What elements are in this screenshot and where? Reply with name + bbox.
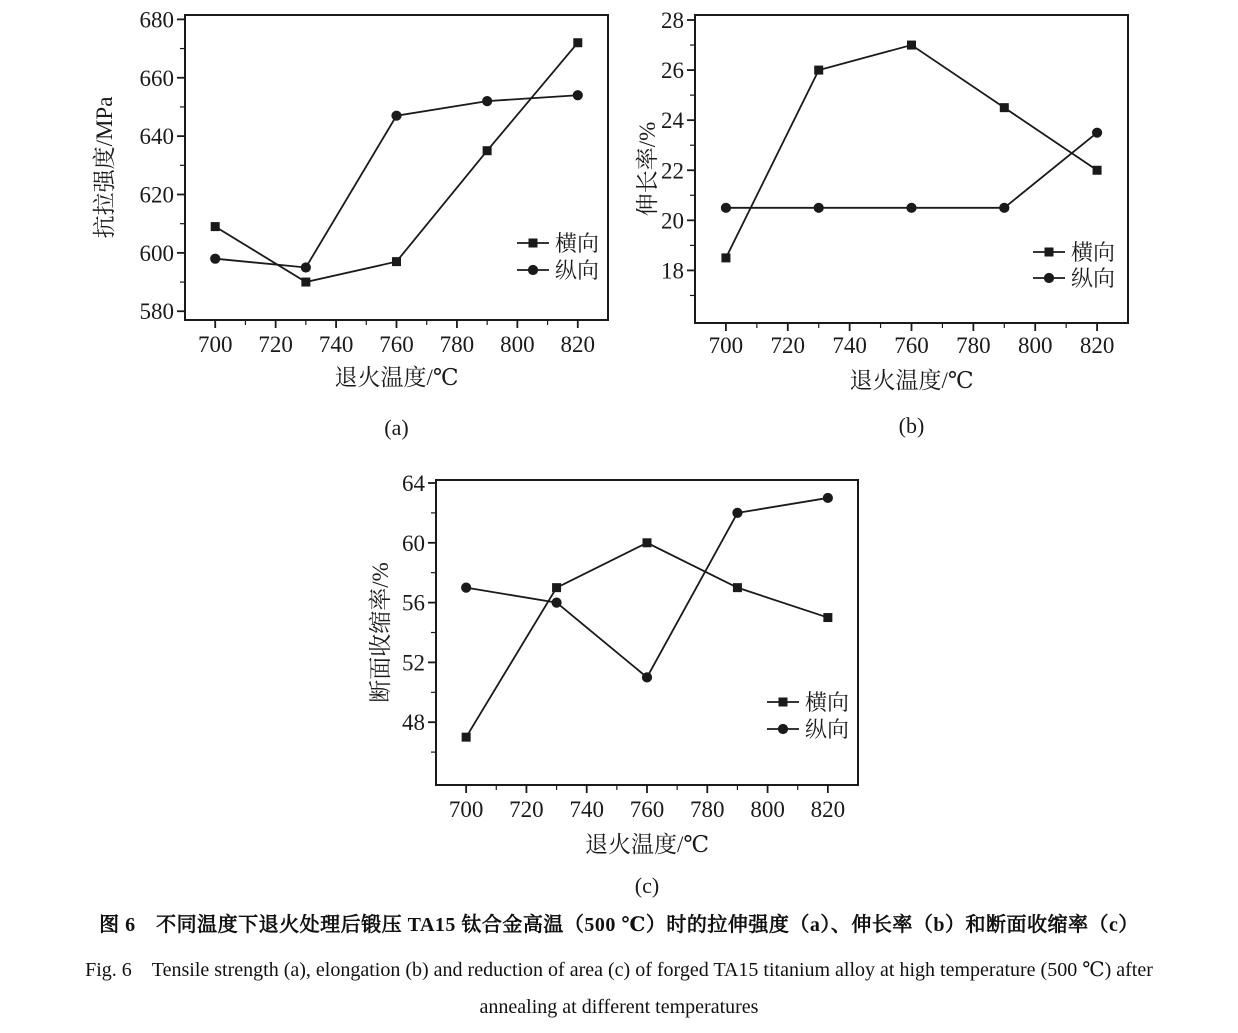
legend-label: 纵向	[555, 258, 600, 283]
y-tick-label: 22	[661, 158, 684, 184]
x-tick-label: 720	[770, 333, 806, 358]
figure-caption-chinese: 图 6 不同温度下退火处理后锻压 TA15 钛合金高温（500 ℃）时的拉伸强度（a）、伸长率（b）和断面收缩率（c）	[99, 914, 1139, 936]
x-axis	[449, 785, 845, 822]
y-tick-label: 620	[139, 182, 174, 208]
square-marker	[823, 613, 832, 622]
square-marker	[1045, 248, 1054, 257]
series-line	[215, 43, 578, 282]
circle-marker	[732, 508, 742, 518]
circle-marker	[1092, 128, 1102, 138]
y-tick-label: 52	[402, 650, 425, 676]
legend	[1033, 240, 1115, 291]
series-line	[726, 45, 1097, 258]
x-tick-label: 760	[379, 332, 414, 357]
x-tick-label: 740	[318, 332, 354, 357]
square-marker	[643, 538, 652, 547]
circle-marker	[1044, 273, 1054, 283]
subplot-label: (a)	[384, 415, 409, 440]
figure-caption-english-line2: annealing at different temperatures	[479, 996, 759, 1018]
x-tick-label: 780	[690, 797, 725, 822]
circle-marker	[778, 724, 788, 734]
y-tick-label: 60	[402, 530, 425, 556]
circle-marker	[551, 597, 561, 607]
y-tick-label: 580	[139, 299, 174, 325]
legend-label: 纵向	[805, 717, 850, 742]
x-tick-label: 780	[956, 333, 991, 358]
x-tick-label: 800	[500, 332, 535, 357]
square-marker	[529, 239, 538, 248]
square-marker	[1000, 103, 1009, 112]
y-axis	[661, 8, 695, 295]
circle-marker	[906, 203, 916, 213]
legend-item	[767, 717, 849, 742]
series-square	[462, 538, 833, 741]
y-tick-label: 600	[139, 240, 174, 266]
figure-caption	[0, 902, 1238, 1033]
plot-frame	[436, 480, 858, 785]
chart-elongation	[635, 0, 1238, 450]
circle-marker	[999, 203, 1009, 213]
series-square	[211, 38, 583, 286]
subplot-label: (b)	[898, 413, 925, 438]
legend	[767, 690, 849, 742]
legend-item	[1033, 266, 1115, 291]
square-marker	[483, 146, 492, 155]
x-tick-label: 820	[560, 332, 596, 357]
y-axis-label: 伸长率/%	[635, 121, 660, 217]
y-tick-label: 26	[661, 58, 684, 84]
series-line	[466, 543, 828, 737]
circle-marker	[482, 96, 492, 106]
series-circle	[210, 90, 583, 272]
y-tick-label: 56	[402, 590, 425, 616]
x-axis-label: 退火温度/℃	[849, 368, 974, 393]
x-tick-label: 780	[439, 332, 475, 357]
square-marker	[907, 41, 916, 50]
legend-label: 横向	[805, 690, 850, 715]
x-tick-label: 820	[810, 797, 846, 822]
legend-item	[767, 690, 849, 715]
x-tick-label: 740	[832, 333, 867, 358]
square-marker	[552, 583, 561, 592]
series-square	[721, 41, 1101, 263]
legend	[517, 231, 599, 283]
chart-svg-c	[300, 450, 940, 910]
circle-marker	[573, 90, 583, 100]
square-marker	[814, 66, 823, 75]
square-marker	[779, 698, 788, 707]
x-axis	[709, 323, 1115, 358]
x-axis-label: 退火温度/℃	[584, 832, 710, 857]
x-tick-label: 720	[509, 797, 544, 822]
legend-item	[517, 258, 599, 283]
legend-label: 纵向	[1071, 266, 1116, 291]
x-tick-label: 740	[569, 797, 604, 822]
y-axis	[402, 471, 436, 752]
x-tick-label: 800	[1017, 333, 1053, 358]
chart-tensile-strength	[0, 0, 660, 450]
legend-item	[517, 231, 599, 256]
square-marker	[1093, 166, 1102, 175]
circle-marker	[721, 203, 731, 213]
circle-marker	[823, 493, 833, 503]
legend-label: 横向	[1071, 240, 1116, 265]
figure-caption-english-line1: Fig. 6 Tensile strength (a), elongation (b) and reduction of area (c) of forged TA15 titanium alloy at high temperature (500 ℃) after	[85, 959, 1153, 981]
plot-frame	[695, 15, 1128, 323]
y-tick-label: 64	[402, 470, 425, 496]
x-tick-label: 760	[629, 797, 665, 822]
subplot-label: (c)	[634, 873, 660, 898]
x-tick-label: 700	[708, 333, 744, 358]
circle-marker	[642, 672, 652, 682]
circle-marker	[391, 111, 401, 121]
square-marker	[211, 222, 220, 231]
y-tick-label: 18	[661, 258, 684, 284]
x-tick-label: 760	[894, 333, 929, 358]
y-axis-label: 抗拉强度/MPa	[92, 96, 117, 239]
x-tick-label: 720	[258, 332, 293, 357]
y-tick-label: 20	[661, 208, 684, 234]
x-axis	[198, 320, 595, 357]
x-axis-label: 退火温度/℃	[334, 365, 459, 390]
chart-svg-a	[0, 0, 660, 450]
circle-marker	[301, 262, 311, 272]
square-marker	[733, 583, 742, 592]
chart-reduction-of-area	[300, 450, 940, 910]
square-marker	[462, 733, 471, 742]
y-axis-label: 断面收缩率/%	[368, 562, 393, 703]
x-tick-label: 820	[1079, 333, 1115, 358]
y-tick-label: 48	[402, 710, 425, 736]
x-tick-label: 700	[448, 797, 484, 822]
chart-svg-b	[635, 0, 1238, 450]
legend-item	[1033, 240, 1115, 265]
plot-frame	[185, 15, 608, 320]
x-tick-label: 700	[197, 332, 233, 357]
y-tick-label: 640	[139, 124, 174, 150]
x-tick-label: 800	[750, 797, 785, 822]
series-line	[215, 95, 578, 267]
legend-label: 横向	[555, 231, 600, 256]
square-marker	[573, 38, 582, 47]
y-tick-label: 28	[661, 8, 684, 34]
y-tick-label: 660	[139, 65, 174, 91]
y-tick-label: 680	[139, 7, 174, 33]
square-marker	[721, 253, 730, 262]
circle-marker	[814, 203, 824, 213]
square-marker	[301, 278, 310, 287]
series-line	[466, 498, 828, 677]
circle-marker	[461, 583, 471, 593]
circle-marker	[528, 265, 538, 275]
circle-marker	[210, 254, 220, 264]
series-circle	[721, 128, 1102, 213]
y-tick-label: 24	[661, 108, 684, 134]
y-axis	[140, 7, 186, 324]
square-marker	[392, 257, 401, 266]
